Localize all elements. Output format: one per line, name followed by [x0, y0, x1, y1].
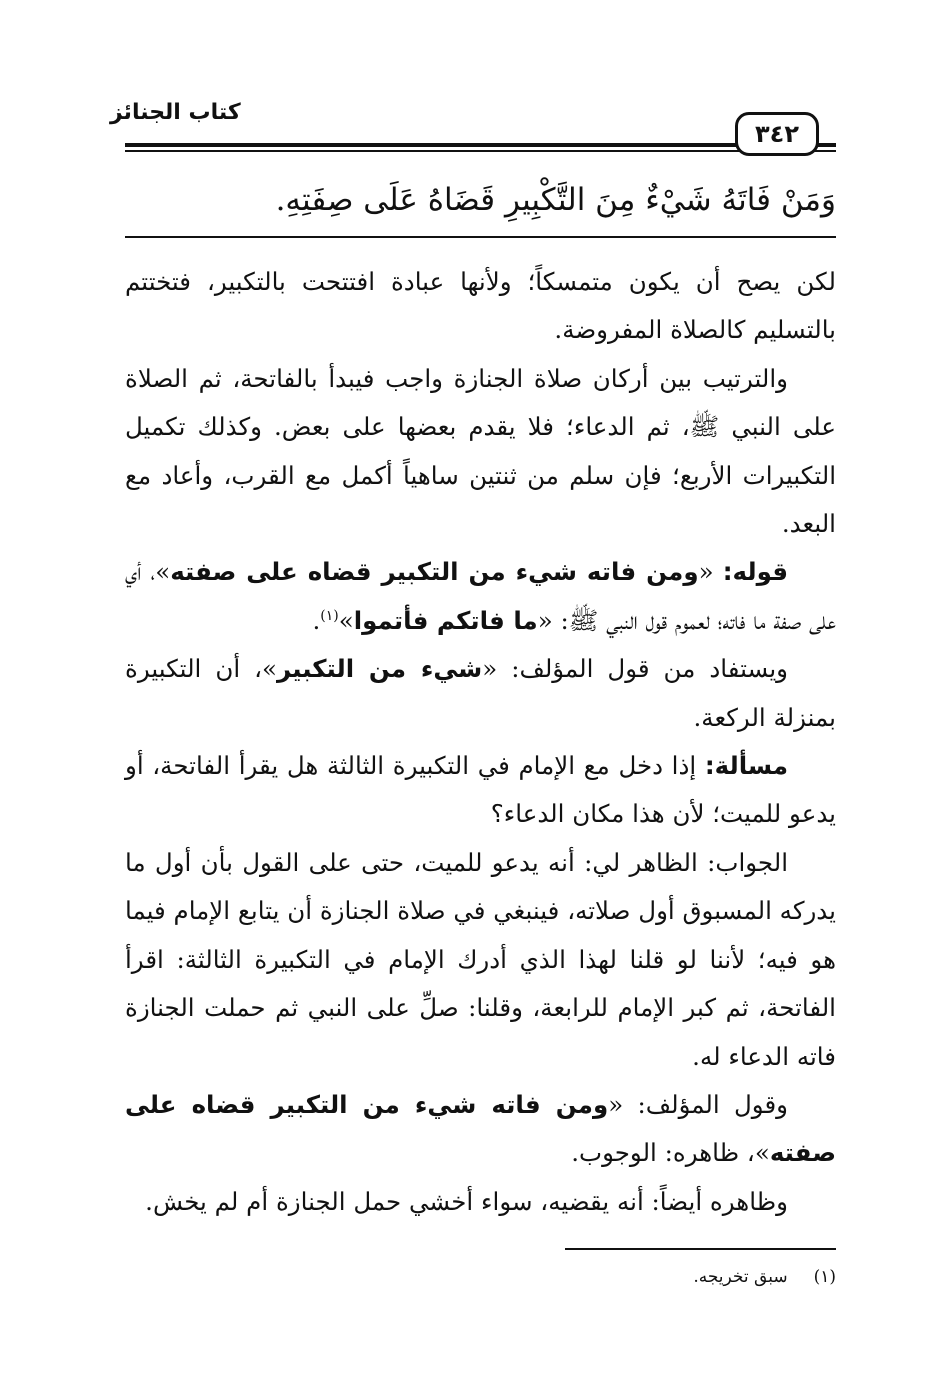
text-run: «: [698, 557, 723, 587]
commentary-body: [125, 258, 836, 1226]
bold-quote: شيء من التكبير: [277, 654, 483, 684]
text-run: الجواب: الظاهر لي: أنه يدعو للميت، حتى على القول بأن أول ما يدركه المسبوق أول صلاته، فينبغي في صلاة الجنازة أن يتابع الإمام فيما هو فيه؛ لأننا لو قلنا لهذا الذي أدرك الإمام في التكبيرة الثالثة: اقرأ الفاتحة، ثم كبر الإمام للرابعة، وقلنا: صلِّ على النبي ثم حملت الجنازة فاته الدعاء له.: [125, 847, 836, 1071]
bold-quote: ما فاتكم فأتموا: [353, 605, 538, 635]
matn-text: وَمَنْ فَاتَهُ شَيْءٌ مِنَ التَّكْبِيرِ قَضَاهُ عَلَى صِفَتِهِ.: [275, 182, 836, 218]
footnote-separator: [565, 1248, 836, 1250]
footnote-text: سبق تخريجه.: [693, 1267, 788, 1287]
running-title: كتاب الجنائز: [110, 100, 241, 125]
paragraph-6: [125, 839, 836, 1081]
paragraph-8: [125, 1178, 836, 1226]
header-rule-thick: [125, 143, 836, 147]
header-rule-thin: [125, 150, 836, 152]
matn-divider: [125, 236, 836, 238]
text-run: ويستفاد من قول المؤلف: «: [482, 654, 788, 684]
text-run: »، أي على صفة ما فاته؛ لعموم قول النبي ﷺ: «: [125, 557, 836, 635]
page-number: ٣٤٢: [735, 112, 819, 156]
paragraph-7: [125, 1081, 836, 1178]
bold-quote: ومن فاته شيء من التكبير قضاه على صفته: [170, 557, 699, 587]
paragraph-4: [125, 645, 836, 742]
paragraph-3: [125, 548, 836, 645]
text-run: إذا دخل مع الإمام في التكبيرة الثالثة هل يقرأ الفاتحة، أو يدعو للميت؛ لأن هذا مكان الدعاء؟: [125, 751, 836, 829]
bold-quote: مسألة:: [704, 751, 788, 781]
paragraph-2: [125, 355, 836, 549]
text-run: وظاهره أيضاً: أنه يقضيه، سواء أخشي حمل الجنازة أم لم يخش.: [145, 1186, 788, 1216]
text-run: وقول المؤلف: «: [608, 1089, 788, 1119]
text-run: »: [338, 605, 354, 635]
footnote-number: (١): [813, 1267, 836, 1287]
bold-quote: قوله:: [722, 557, 789, 587]
text-run: »، أن التكبيرة بمنزلة الركعة.: [125, 654, 836, 732]
text-run: »، ظاهره: الوجوب.: [571, 1138, 770, 1168]
text-run: .: [312, 605, 321, 635]
paragraph-1: [125, 258, 836, 355]
footnote-ref[interactable]: (١): [320, 607, 339, 624]
text-run: لكن يصح أن يكون متمسكاً؛ ولأنها عبادة افتتحت بالتكبير، فتختتم بالتسليم كالصلاة المفروضة.: [125, 267, 836, 345]
paragraph-5: [125, 742, 836, 839]
footnote-1: [565, 1262, 836, 1292]
bold-quote: ومن فاته شيء من التكبير قضاه على صفته: [125, 1089, 836, 1168]
text-run: والترتيب بين أركان صلاة الجنازة واجب فيبدأ بالفاتحة، ثم الصلاة على النبي ﷺ، ثم الدعاء؛ فلا يقدم بعضها على بعض. وكذلك تكميل التكبيرات الأربع؛ فإن سلم من ثنتين ساهياً أكمل مع القرب، وأعاد مع البعد.: [125, 363, 836, 539]
